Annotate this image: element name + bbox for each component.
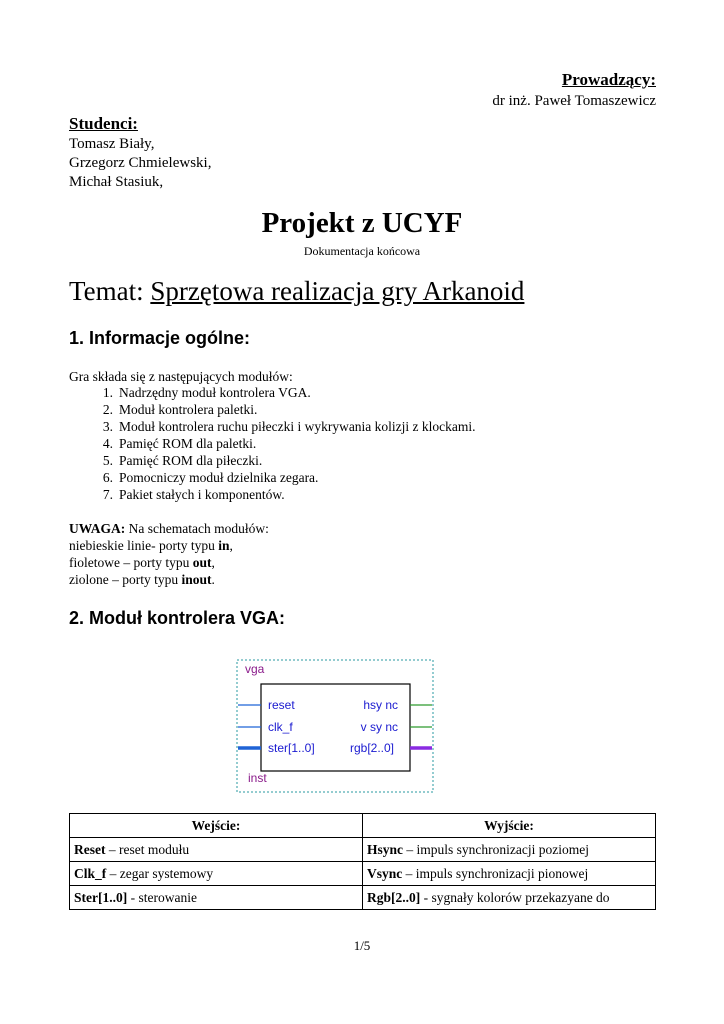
list-item: 7. Pakiet stałych i komponentów. [102,487,285,502]
list-item: 6. Pomocniczy moduł dzielnika zegara. [102,470,319,485]
list-item: 3. Moduł kontrolera ruchu piłeczki i wykrywania kolizji z klockami. [102,419,476,434]
port-label-vsync: v sy nc [360,720,398,734]
page-number: 1/5 [353,938,371,953]
io-table [69,813,656,910]
list-item: 4. Pamięć ROM dla paletki. [102,436,257,451]
table-header-row [70,814,656,838]
table-cell: Vsync – impuls synchronizacji pionowej [363,862,656,886]
page-subtitle: Dokumentacja końcowa [303,244,421,258]
instance-name: inst [248,771,267,785]
table-cell: Rgb[2..0] - sygnały kolorów przekazyane do [363,886,656,910]
supervisor-name: dr inż. Paweł Tomaszewicz [492,93,656,109]
port-label-clk: clk_f [268,720,293,734]
legend-line-out: fioletowe – porty typu out, [69,555,215,570]
topic-prefix: Temat: [69,276,151,306]
topic-title: Sprzętowa realizacja gry Arkanoid [150,276,525,306]
module-list [89,384,476,503]
note-text: Na schematach modułów: [125,521,269,536]
page-title: Projekt z UCYF [261,207,463,239]
table-row [70,862,656,886]
legend-line-inout: ziolone – porty typu inout. [69,572,215,587]
section-1-heading: 1. Informacje ogólne: [69,328,251,348]
table-row [70,838,656,862]
port-label-ster: ster[1..0] [268,741,315,755]
note-line [69,521,269,537]
supervisor-heading: Prowadzący: [561,70,656,89]
student-name: Tomasz Biały, [69,136,155,152]
list-item: 5. Pamięć ROM dla piłeczki. [102,453,263,468]
port-label-rgb: rgb[2..0] [349,741,394,755]
student-name: Grzegorz Chmielewski, [69,155,212,171]
section-2-heading: 2. Moduł kontrolera VGA: [69,608,286,628]
vga-module-diagram [236,659,436,795]
list-item: 1. Nadrzędny moduł kontrolera VGA. [102,385,311,400]
note-label: UWAGA: [69,521,126,536]
table-header-inputs: Wejście: [70,814,363,838]
table-row [70,886,656,910]
table-cell: Hsync – impuls synchronizacji poziomej [363,838,656,862]
topic-line [69,276,524,307]
table-cell: Reset – reset modułu [70,838,363,862]
port-label-hsync: hsy nc [363,698,398,712]
table-cell: Ster[1..0] - sterowanie [70,886,363,910]
module-name: vga [245,662,265,676]
list-item: 2. Moduł kontrolera paletki. [102,402,258,417]
legend-line-in: niebieskie linie- porty typu in, [69,538,233,553]
port-label-reset: reset [268,698,295,712]
student-name: Michał Stasiuk, [69,174,164,190]
students-heading: Studenci: [69,114,138,133]
modules-intro: Gra składa się z następujących modułów: [69,369,293,384]
table-cell: Clk_f – zegar systemowy [70,862,363,886]
table-header-outputs: Wyjście: [363,814,656,838]
